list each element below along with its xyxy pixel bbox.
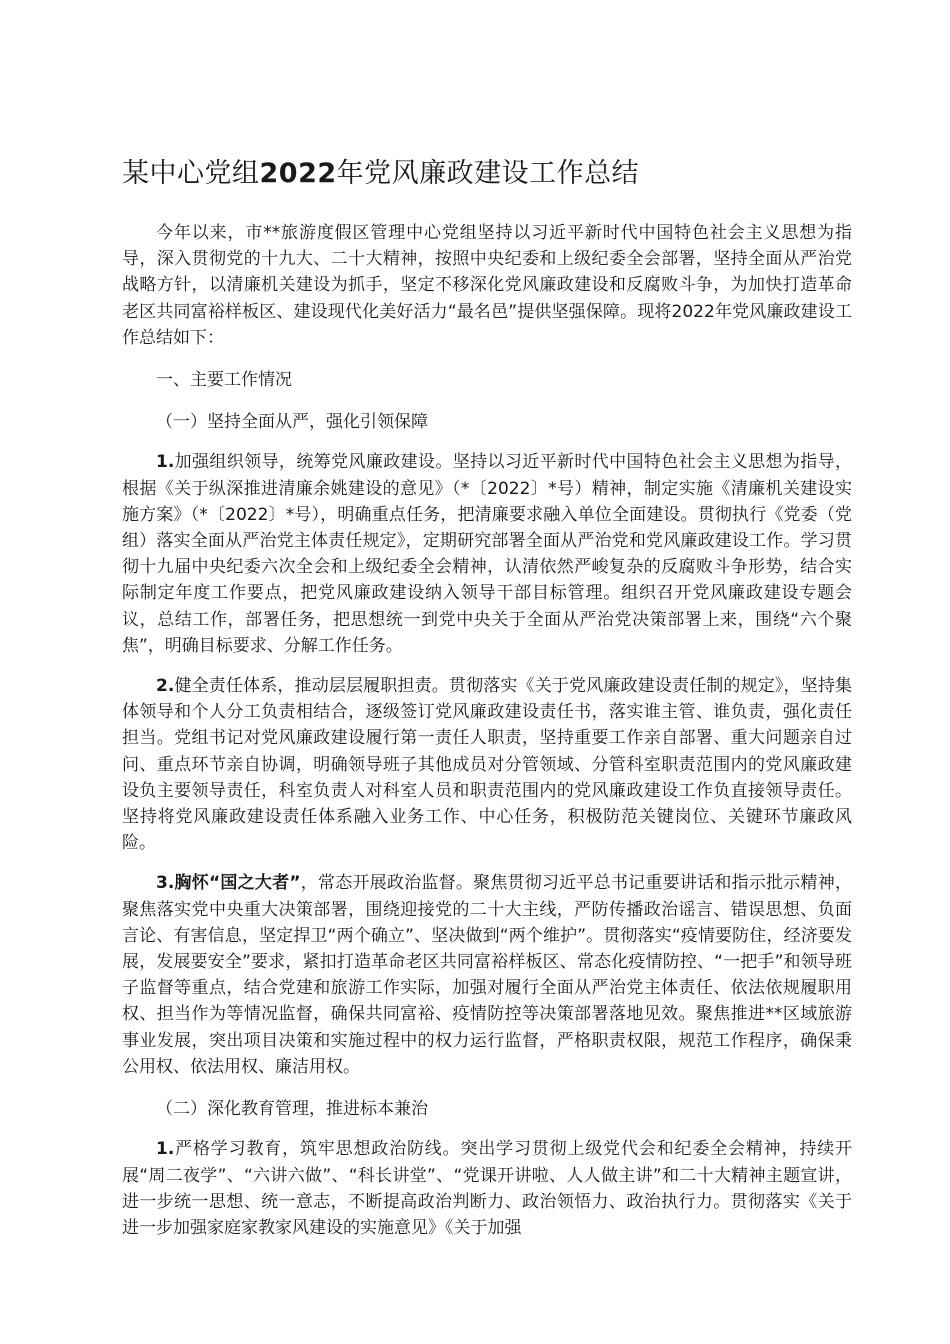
item-1-2-paragraph [122,673,852,856]
section-1-heading: 一、主要工作情况 [156,370,292,391]
item-1-3-number: 3. [156,873,175,894]
subsection-1-heading: （一）坚持全面从严，强化引领保障 [156,412,428,433]
item-1-2-text: 健全责任体系，推动层层履职担责。贯彻落实《关于党风廉政建设责任制的规定》，坚持集体领导和个人分工负责相结合，逐级签订党风廉政建设责任书，落实谁主管、谁负责，强化责任担当。党组书记对党风廉政建设履行第一责任人职责，坚持重要工作亲自部署、重大问题亲自过问、重点环节亲自协调，明确领导班子其他成员对分管领域、分管科室职责范围内的党风廉政建设负主要领导责任，科室负责人对科室人员和职责范围内的党风廉政建设工作负直接领导责任。坚持将党风廉政建设责任体系融入业务工作、中心任务，积极防范关键岗位、关键环节廉政风险。 [122,676,852,854]
item-1-1-text: 加强组织领导，统筹党风廉政建设。坚持以习近平新时代中国特色社会主义思想为指导，根据《关于纵深推进清廉余姚建设的意见》（*〔2022〕*号）精神，制定实施《清廉机关建设实施方案》（*〔2022〕*号），明确重点任务，把清廉要求融入单位全面建设。贯彻执行《党委（党组）落实全面从严治党主体责任规定》，定期研究部署全面从严治党和党风廉政建设工作。学习贯彻十九届中央纪委六次全会和上级纪委全会精神，认清依然严峻复杂的反腐败斗争形势，结合实际制定年度工作要点，把党风廉政建设纳入领导干部目标管理。组织召开党风廉政建设专题会议，总结工作，部署任务，把思想统一到党中央关于全面从严治党决策部署上来，围绕“六个聚焦”，明确目标要求、分解工作任务。 [122,452,852,656]
title-prefix: 某中心党组 [122,158,260,189]
item-1-1-paragraph [122,449,852,659]
item-2-1-paragraph [122,1136,852,1241]
item-1-3-text: ，常态开展政治监督。聚焦贯彻习近平总书记重要讲话和指示批示精神，聚焦落实党中央重大决策部署，围绕迎接党的二十大主线，严防传播政治谣言、错误思想、负面言论、有害信息，坚定捍卫“两个确立”、坚决做到“两个维护”。贯彻落实“疫情要防住，经济要发展，发展要安全”要求，紧扣打造革命老区共同富裕样板区、常态化疫情防控、“一把手”和领导班子监督等重点，结合党建和旅游工作实际，加强对履行全面从严治党主体责任、依法依规履职用权、担当作为等情况监督，确保共同富裕、疫情防控等决策部署落地见效。聚焦推进**区域旅游事业发展，突出项目决策和实施过程中的权力运行监督，严格职责权限，规范工作程序，确保秉公用权、依法用权、廉洁用权。 [122,873,852,1077]
item-2-1-text: 严格学习教育，筑牢思想政治防线。突出学习贯彻上级党代会和纪委全会精神，持续开展“周二夜学”、“六讲六做”、“科长讲堂”、“党课开讲啦、人人做主讲”和二十大精神主题宣讲，进一步统一思想、统一意志，不断提高政治判断力、政治领悟力、政治执行力。贯彻落实《关于进一步加强家庭家教家风建设的实施意见》《关于加强 [122,1139,852,1238]
document-title [122,148,852,200]
item-2-1-number: 1. [156,1139,175,1160]
intro-paragraph: 今年以来，市**旅游度假区管理中心党组坚持以习近平新时代中国特色社会主义思想为指导，深入贯彻党的十九大、二十大精神，按照中央纪委和上级纪委全会部署，坚持全面从严治党战略方针，以清廉机关建设为抓手，坚定不移深化党风廉政建设和反腐败斗争，为加快打造革命老区共同富裕样板区、建设现代化美好活力“最名邑”提供坚强保障。现将2022年党风廉政建设工作总结如下： [122,223,852,348]
item-1-1-number: 1. [156,452,175,473]
item-1-3-paragraph [122,870,852,1080]
document-page [122,148,852,1241]
title-year: 2022 [259,158,337,189]
subsection-2-heading: （二）深化教育管理，推进标本兼治 [156,1099,428,1120]
item-1-2-number: 2. [156,676,175,697]
item-1-3-bold-phrase: 胸怀“国之大者” [174,873,301,894]
title-suffix: 年党风廉政建设工作总结 [336,158,640,189]
